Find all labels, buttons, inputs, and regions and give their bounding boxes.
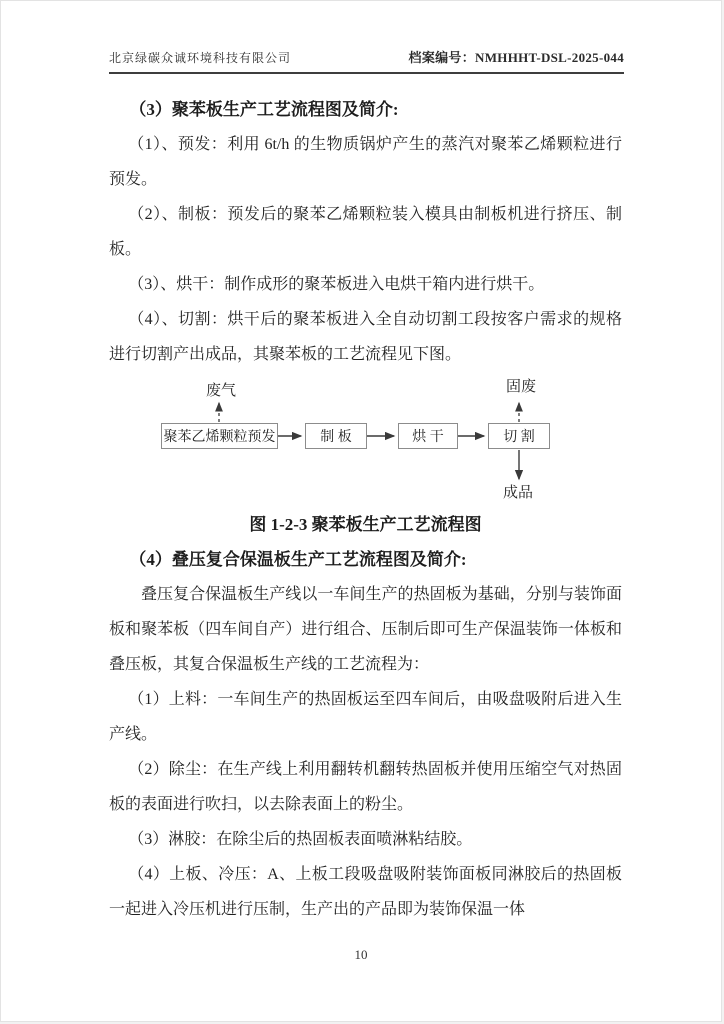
page-number: 10	[354, 947, 368, 962]
product-label: 成品	[502, 485, 534, 501]
process-flowchart	[109, 372, 622, 507]
section-4-paragraphs	[109, 577, 622, 927]
section-3	[109, 92, 622, 372]
section-4-heading: （4）叠压复合保温板生产工艺流程图及简介:	[129, 550, 467, 569]
flow-node-pre-expansion: 聚苯乙烯颗粒预发	[161, 423, 278, 449]
section-3-heading: （3）聚苯板生产工艺流程图及简介:	[129, 100, 399, 119]
paragraph: （3）、烘干：制作成形的聚苯板进入电烘干箱内进行烘干。	[128, 276, 545, 293]
document-number-value: NMHHHT-DSL-2025-044	[475, 50, 624, 65]
paragraph: （1）、预发：利用 6t/h 的生物质锅炉产生的蒸汽对聚苯乙烯颗粒进行预发。	[109, 136, 622, 188]
document-number-label: 档案编号：	[408, 50, 476, 65]
paragraph: （4）、切割：烘干后的聚苯板进入全自动切割工段按客户需求的规格进行切割产出成品，其聚苯板的工艺流程见下图。	[109, 311, 622, 363]
document-number	[409, 47, 624, 66]
flow-node-drying: 烘 干	[398, 423, 458, 449]
flow-node-board-making: 制 板	[305, 423, 367, 449]
company-name: 北京绿碳众诚环境科技有限公司	[109, 51, 292, 65]
section-4	[109, 542, 622, 927]
flow-node-cutting: 切 割	[488, 423, 550, 449]
paragraph: （2）除尘：在生产线上利用翻转机翻转热固板并使用压缩空气对热固板的表面进行吹扫，以去除表面上的粉尘。	[109, 761, 622, 813]
figure-caption: 图 1-2-3 聚苯板生产工艺流程图	[249, 515, 482, 534]
waste-gas-label: 废气	[205, 383, 237, 399]
paragraph: （1）上料：一车间生产的热固板运至四车间后，由吸盘吸附后进入生产线。	[109, 691, 622, 743]
paragraph: （2）、制板：预发后的聚苯乙烯颗粒装入模具由制板机进行挤压、制板。	[109, 206, 622, 258]
paragraph: （4）上板、冷压：A、上板工段吸盘吸附装饰面板同淋胶后的热固板一起进入冷压机进行压制，生产出的产品即为装饰保温一体	[109, 866, 622, 918]
paragraph: （3）淋胶：在除尘后的热固板表面喷淋粘结胶。	[128, 831, 473, 848]
paragraph: 叠压复合保温板生产线以一车间生产的热固板为基础，分别与装饰面板和聚苯板（四车间自产）进行组合、压制后即可生产保温装饰一体板和叠压板，其复合保温板生产线的工艺流程为：	[109, 586, 622, 673]
section-3-paragraphs	[109, 127, 622, 372]
solid-waste-label: 固废	[505, 379, 537, 395]
page-header	[109, 47, 624, 74]
